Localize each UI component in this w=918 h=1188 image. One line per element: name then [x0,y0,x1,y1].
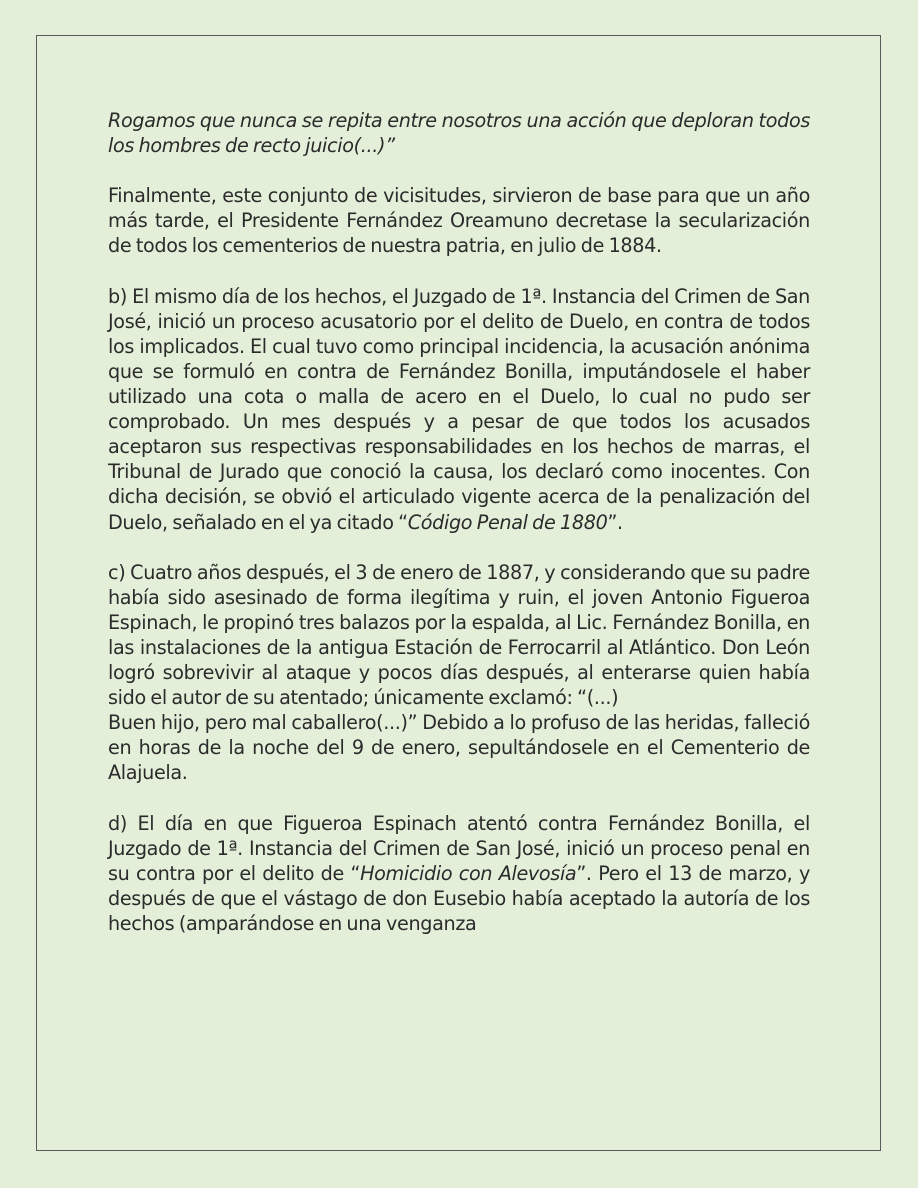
paragraph-c-part1: c) Cuatro años después, el 3 de enero de 1887, y considerando que su padre había sido asesinado de forma ilegítima y ruin, el joven Antonio Figueroa Espinach, le propinó tres balazos por la espalda, al Lic. Fernández Bonilla, en las instalaciones de la antigua Estación de Ferrocarril al Atlántico. Don León logró sobrevivir al ataque y pocos días después, al enterarse quien había sido el autor de su atentado; únicamente exclamó: “(...) [108,560,810,710]
paragraph-b-italic: Código Penal de 1880 [407,510,608,534]
paragraph-c-part2: Buen hijo, pero mal caballero(...)” Debido a lo profuso de las heridas, falleció en horas de la noche del 9 de enero, sepultándosele en el Cementerio de Alajuela. [108,711,810,785]
paragraph-b-text: b) El mismo día de los hechos, el Juzgado de 1ª. Instancia del Crimen de San José, inició un proceso acusatorio por el delito de Duelo, en contra de todos los implicados. El cual tuvo como principal incidencia, la acusación anónima que se formuló en contra de Fernández Bonilla, imputándosele el haber utilizado una cota o malla de acero en el Duelo, lo cual no pudo ser comprobado. Un mes después y a pesar de que todos los acusados aceptaron sus respectivas responsabilidades en los hechos de marras, el Tribunal de Jurado que conoció la causa, los declaró como inocentes. Con dicha decisión, se obvió el articulado vigente acerca de la penalización del Duelo, señalado en el ya citado “ [108,284,810,534]
paragraph-secularization: Finalmente, este conjunto de vicisitudes, sirvieron de base para que un año más tarde, el Presidente Fernández Oreamuno decretase la secularización de todos los cementerios de nuestra patria, en julio de 1884. [108,184,810,258]
paragraph-d-italic: Homicidio con Alevosía [360,861,577,885]
paragraph-b [108,284,810,535]
document-body [108,108,810,961]
quote-text: Rogamos que nunca se repita entre nosotros una acción que deploran todos los hombres de recto juicio(...)” [108,109,810,158]
paragraph-d [108,811,810,936]
paragraph-quote [108,108,810,158]
paragraph-d-tail: ”. Pero el 13 de marzo, y después de que el vástago de don Eusebio había aceptado la autoría de los hechos (amparándose en una venganza [108,861,810,935]
paragraph-d-text: d) El día en que Figueroa Espinach atentó contra Fernández Bonilla, el Juzgado de 1ª. Instancia del Crimen de San José, inició un proceso penal en su contra por el delito de “ [108,811,810,885]
paragraph-b-tail: ”. [607,510,623,534]
